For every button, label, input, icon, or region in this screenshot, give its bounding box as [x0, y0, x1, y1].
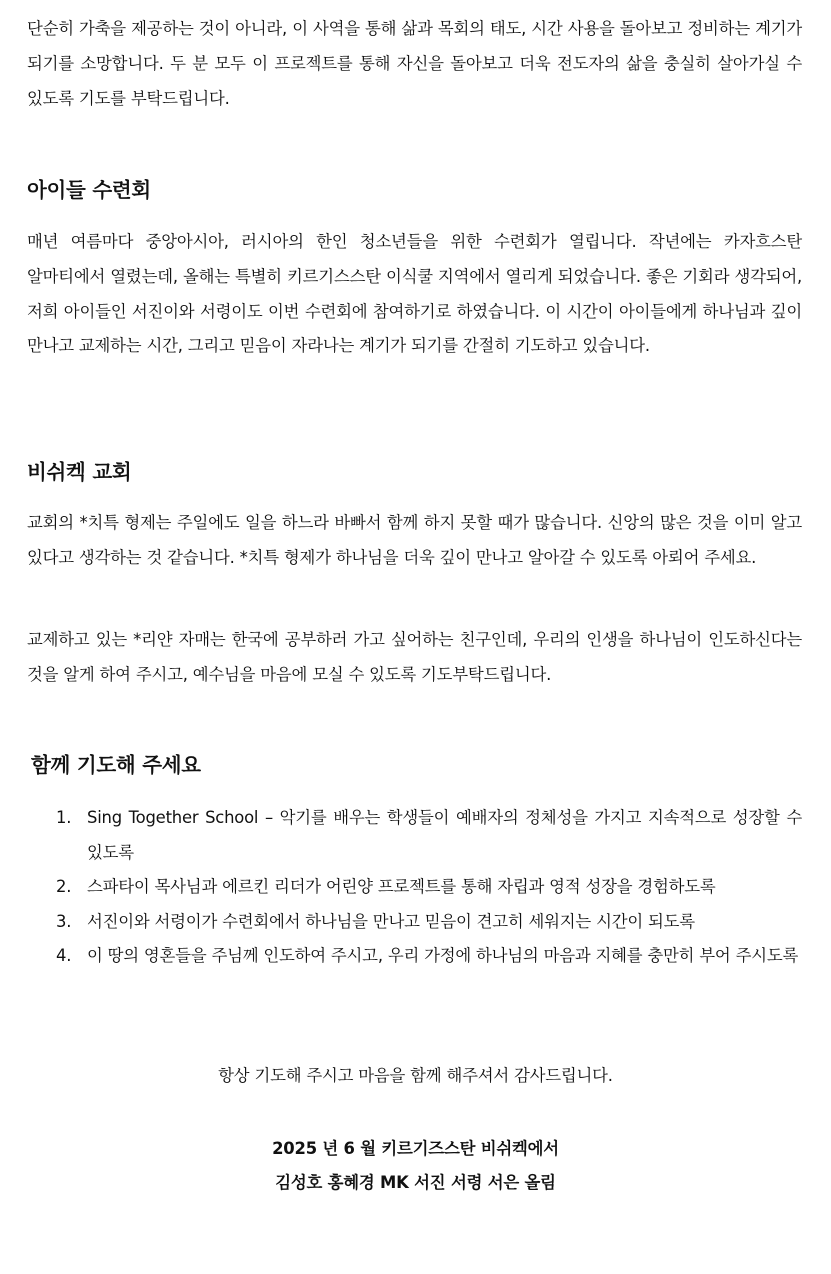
prayer-item-number: 3. — [56, 911, 72, 931]
prayer-item-text: 서진이와 서령이가 수련회에서 하나님을 만나고 믿음이 견고히 세워지는 시간이 되도록 — [87, 911, 695, 931]
retreat-heading: 아이들 수련회 — [27, 178, 151, 202]
prayer-item-number: 1. — [56, 808, 72, 827]
closing-thanks: 항상 기도해 주시고 마음을 함께 해주셔서 감사드립니다. — [218, 1066, 613, 1085]
closing-date-line: 2025 년 6 월 키르기즈스탄 비쉬켁에서 — [272, 1139, 559, 1158]
prayer-list — [56, 801, 802, 974]
prayer-item-4 — [56, 939, 802, 974]
prayer-item-2 — [56, 870, 802, 905]
prayer-item-3 — [56, 905, 802, 940]
church-heading: 비쉬켁 교회 — [27, 460, 132, 484]
church-paragraph-2: 교제하고 있는 *리얀 자매는 한국에 공부하러 가고 싶어하는 친구인데, 우리의 인생을 하나님이 인도하신다는 것을 알게 하여 주시고, 예수님을 마음에 모실 수 있도록 기도부탁드립니다. — [27, 630, 802, 684]
closing-signature: 김성호 홍혜경 MK 서진 서령 서은 올림 — [275, 1173, 556, 1192]
prayer-item-number: 4. — [56, 946, 72, 965]
prayer-item-text: Sing Together School – 악기를 배우는 학생들이 예배자의 정체성을 가지고 지속적으로 성장할 수 있도록 — [87, 808, 802, 862]
prayer-item-number: 2. — [56, 877, 72, 896]
prayer-item-text: 스파타이 목사님과 에르킨 리더가 어린양 프로젝트를 통해 자립과 영적 성장을 경험하도록 — [87, 877, 716, 896]
church-paragraph-1: 교회의 *치특 형제는 주일에도 일을 하느라 바빠서 함께 하지 못할 때가 많습니다. 신앙의 많은 것을 이미 알고 있다고 생각하는 것 같습니다. *치특 형제가 하나님을 더욱 깊이 만나고 알아갈 수 있도록 아뢰어 주세요. — [27, 513, 802, 567]
prayer-heading: 함께 기도해 주세요 — [31, 753, 201, 777]
prayer-item-text: 이 땅의 영혼들을 주님께 인도하여 주시고, 우리 가정에 하나님의 마음과 지혜를 충만히 부어 주시도록 — [87, 946, 799, 965]
prayer-item-1 — [56, 801, 802, 870]
intro-paragraph: 단순히 가축을 제공하는 것이 아니라, 이 사역을 통해 삶과 목회의 태도, 시간 사용을 돌아보고 정비하는 계기가 되기를 소망합니다. 두 분 모두 이 프로젝트를 통해 자신을 돌아보고 더욱 전도자의 삶을 충실히 살아가실 수 있도록 기도를 부탁드립니다. — [27, 19, 802, 108]
retreat-paragraph: 매년 여름마다 중앙아시아, 러시아의 한인 청소년들을 위한 수련회가 열립니다. 작년에는 카자흐스탄 알마티에서 열렸는데, 올해는 특별히 키르기스스탄 이식쿨 지역에서 열리게 되었습니다. 좋은 기회라 생각되어, 저희 아이들인 서진이와 서령이도 이번 수련회에 참여하기로 하였습니다. 이 시간이 아이들에게 하나님과 깊이 만나고 교제하는 시간, 그리고 믿음이 자라나는 계기가 되기를 간절히 기도하고 있습니다. — [27, 232, 802, 356]
